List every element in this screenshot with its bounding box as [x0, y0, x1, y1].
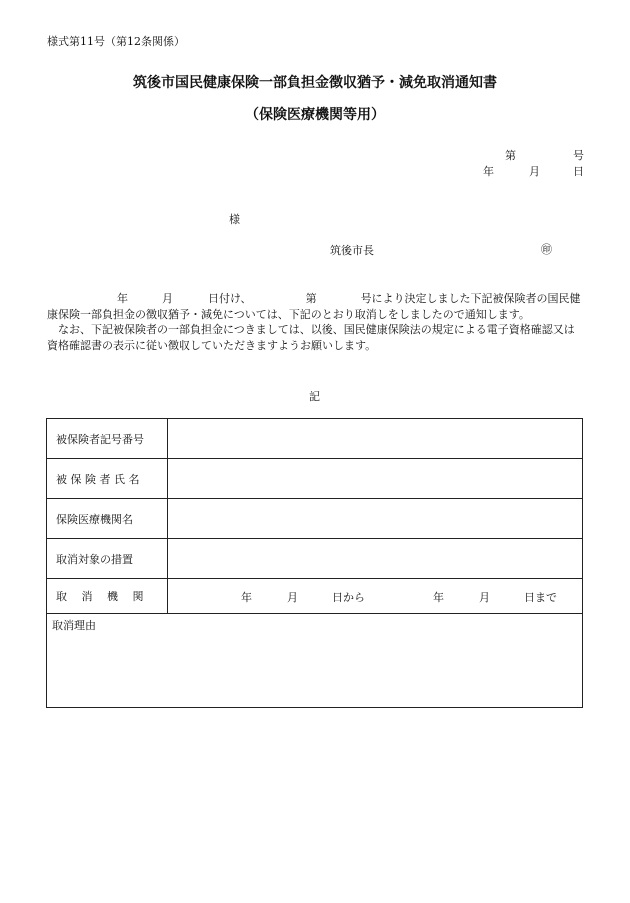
insured-number-field[interactable] — [168, 419, 582, 458]
doc-date-month: 月 — [529, 165, 540, 178]
table-row — [47, 579, 582, 614]
row-label: 取消対象の措置 — [47, 539, 168, 578]
doc-date-day: 日 — [573, 165, 584, 178]
table-row — [47, 459, 582, 499]
medical-institution-field[interactable] — [168, 499, 582, 538]
ki-heading: 記 — [309, 390, 320, 403]
cancellation-reason-box[interactable] — [47, 614, 582, 707]
row-label: 保険医療機関名 — [47, 499, 168, 538]
period-from-month: 月 — [287, 591, 298, 604]
table-row — [47, 539, 582, 579]
period-to-day: 日まで — [524, 591, 557, 604]
reason-label: 取消理由 — [52, 619, 96, 632]
table-row — [47, 419, 582, 459]
period-to-month: 月 — [479, 591, 490, 604]
notice-paragraph-2: なお、下記被保険者の一部負担金につきましては、以後、国民健康保険法の規定による電子資格確認又は資格確認書の表示に従い徴収していただきますようお願いします。 — [47, 323, 575, 352]
row-label: 被 保 険 者 氏 名 — [47, 459, 168, 498]
notice-paragraph-1: 年 月 日付け、 第 号により決定しました下記被保険者の国民健康保険一部負担金の徴収猶予・減免については、下記のとおり取消しをしましたので通知します。 — [47, 292, 581, 321]
doc-number-dai: 第 — [505, 149, 516, 162]
period-to-year: 年 — [433, 591, 444, 604]
form-number: 様式第11号（第12条関係） — [47, 35, 185, 48]
row-label: 被保険者記号番号 — [47, 419, 168, 458]
row-label: 取 消 機 関 — [47, 579, 168, 613]
insured-name-field[interactable] — [168, 459, 582, 498]
period-from-day: 日から — [332, 591, 365, 604]
cancelled-measure-field[interactable] — [168, 539, 582, 578]
document-subtitle: （保険医療機関等用） — [245, 107, 385, 123]
cancellation-period-field[interactable] — [168, 579, 582, 613]
addressee-sama: 様 — [229, 213, 240, 226]
notice-body — [47, 291, 584, 353]
doc-number-go: 号 — [573, 149, 584, 162]
document-title: 筑後市国民健康保険一部負担金徴収猶予・減免取消通知書 — [133, 75, 497, 91]
issuer-name: 筑後市長 — [330, 244, 374, 257]
seal-mark: ㊞ — [541, 243, 552, 256]
table-row — [47, 499, 582, 539]
doc-date-year: 年 — [483, 165, 494, 178]
details-table — [46, 418, 583, 708]
period-from-year: 年 — [241, 591, 252, 604]
